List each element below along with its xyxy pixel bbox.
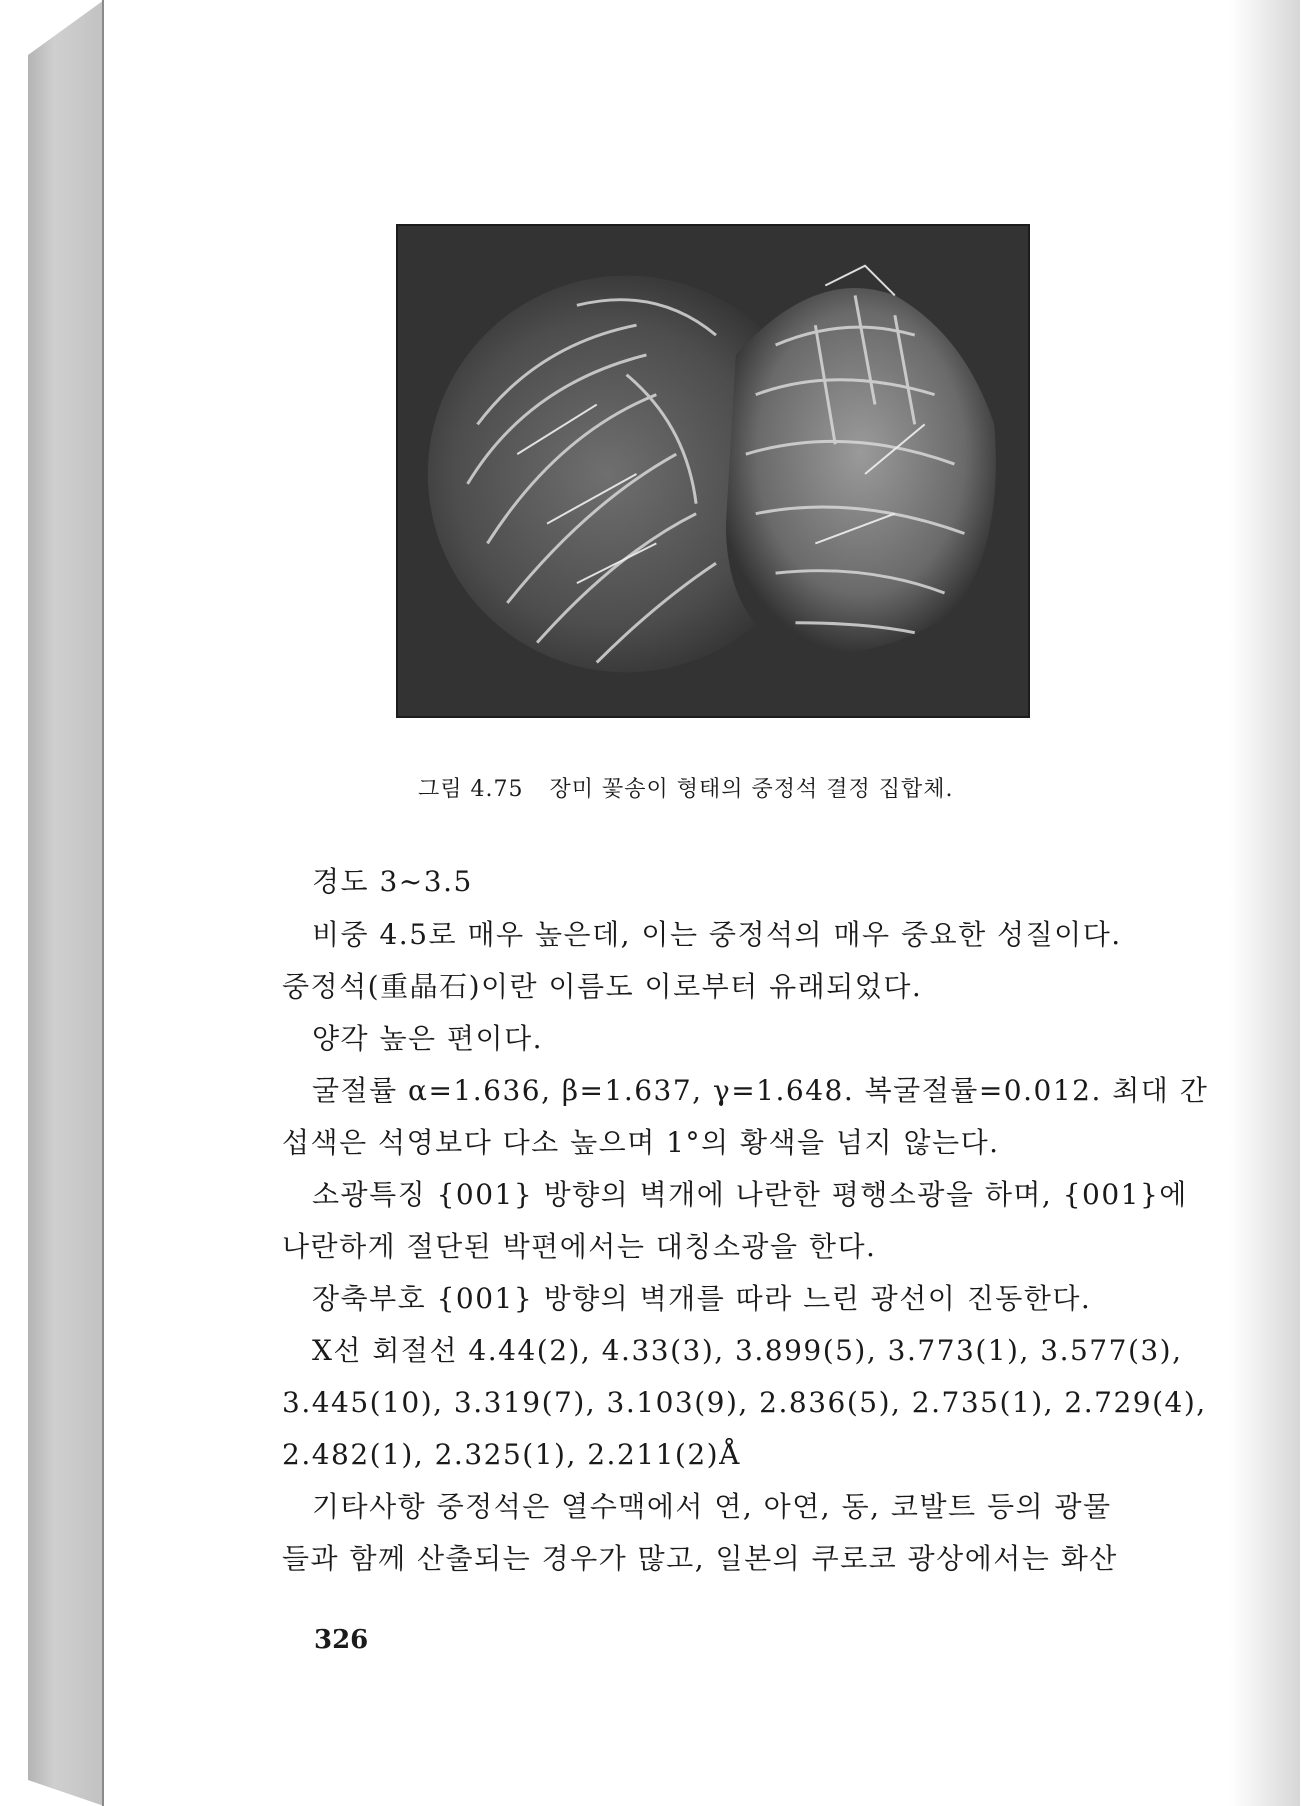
figure-number: 그림 4.75 — [418, 777, 524, 802]
text-line-xray-1: X선 회절선 4.44(2), 4.33(3), 3.899(5), 3.773(1), 3.577(3), — [312, 1334, 1183, 1367]
barite-rose-photo-image — [398, 226, 1028, 716]
text-line-hardness: 경도 3~3.5 — [312, 865, 473, 898]
text-line-elongation: 장축부호 {001} 방향의 벽개를 따라 느린 광선이 진동한다. — [312, 1282, 1092, 1315]
text-line-name-origin: 중정석(重晶石)이란 이름도 이로부터 유래되었다. — [282, 970, 923, 1003]
text-line-refractive-index: 굴절률 α=1.636, β=1.637, γ=1.648. 복굴절률=0.012. 최대 간 — [312, 1074, 1209, 1107]
book-spine — [28, 0, 104, 1806]
page-number: 326 — [314, 1625, 369, 1655]
text-line-remarks-cont: 들과 함께 산출되는 경우가 많고, 일본의 쿠로코 광상에서는 화산 — [282, 1542, 1118, 1575]
text-line-relief: 양각 높은 편이다. — [312, 1022, 544, 1055]
text-line-interference-color: 섭색은 석영보다 다소 높으며 1°의 황색을 넘지 않는다. — [282, 1126, 1000, 1159]
figure-caption-text: 장미 꽃송이 형태의 중정석 결정 집합체. — [549, 777, 954, 802]
text-line-remarks: 기타사항 중정석은 열수맥에서 연, 아연, 동, 코발트 등의 광물 — [312, 1490, 1112, 1523]
text-line-specific-gravity: 비중 4.5로 매우 높은데, 이는 중정석의 매우 중요한 성질이다. — [312, 918, 1122, 951]
text-line-xray-2: 3.445(10), 3.319(7), 3.103(9), 2.836(5), 2.735(1), 2.729(4), — [282, 1386, 1207, 1419]
text-line-extinction: 소광특징 {001} 방향의 벽개에 나란한 평행소광을 하며, {001}에 — [312, 1178, 1188, 1211]
text-line-xray-3: 2.482(1), 2.325(1), 2.211(2)Å — [282, 1438, 741, 1471]
text-line-extinction-cont: 나란하게 절단된 박편에서는 대칭소광을 한다. — [282, 1230, 877, 1263]
barite-rose-photo — [396, 224, 1030, 718]
page-edge-shadow — [1230, 0, 1300, 1806]
figure-caption — [418, 772, 1018, 803]
